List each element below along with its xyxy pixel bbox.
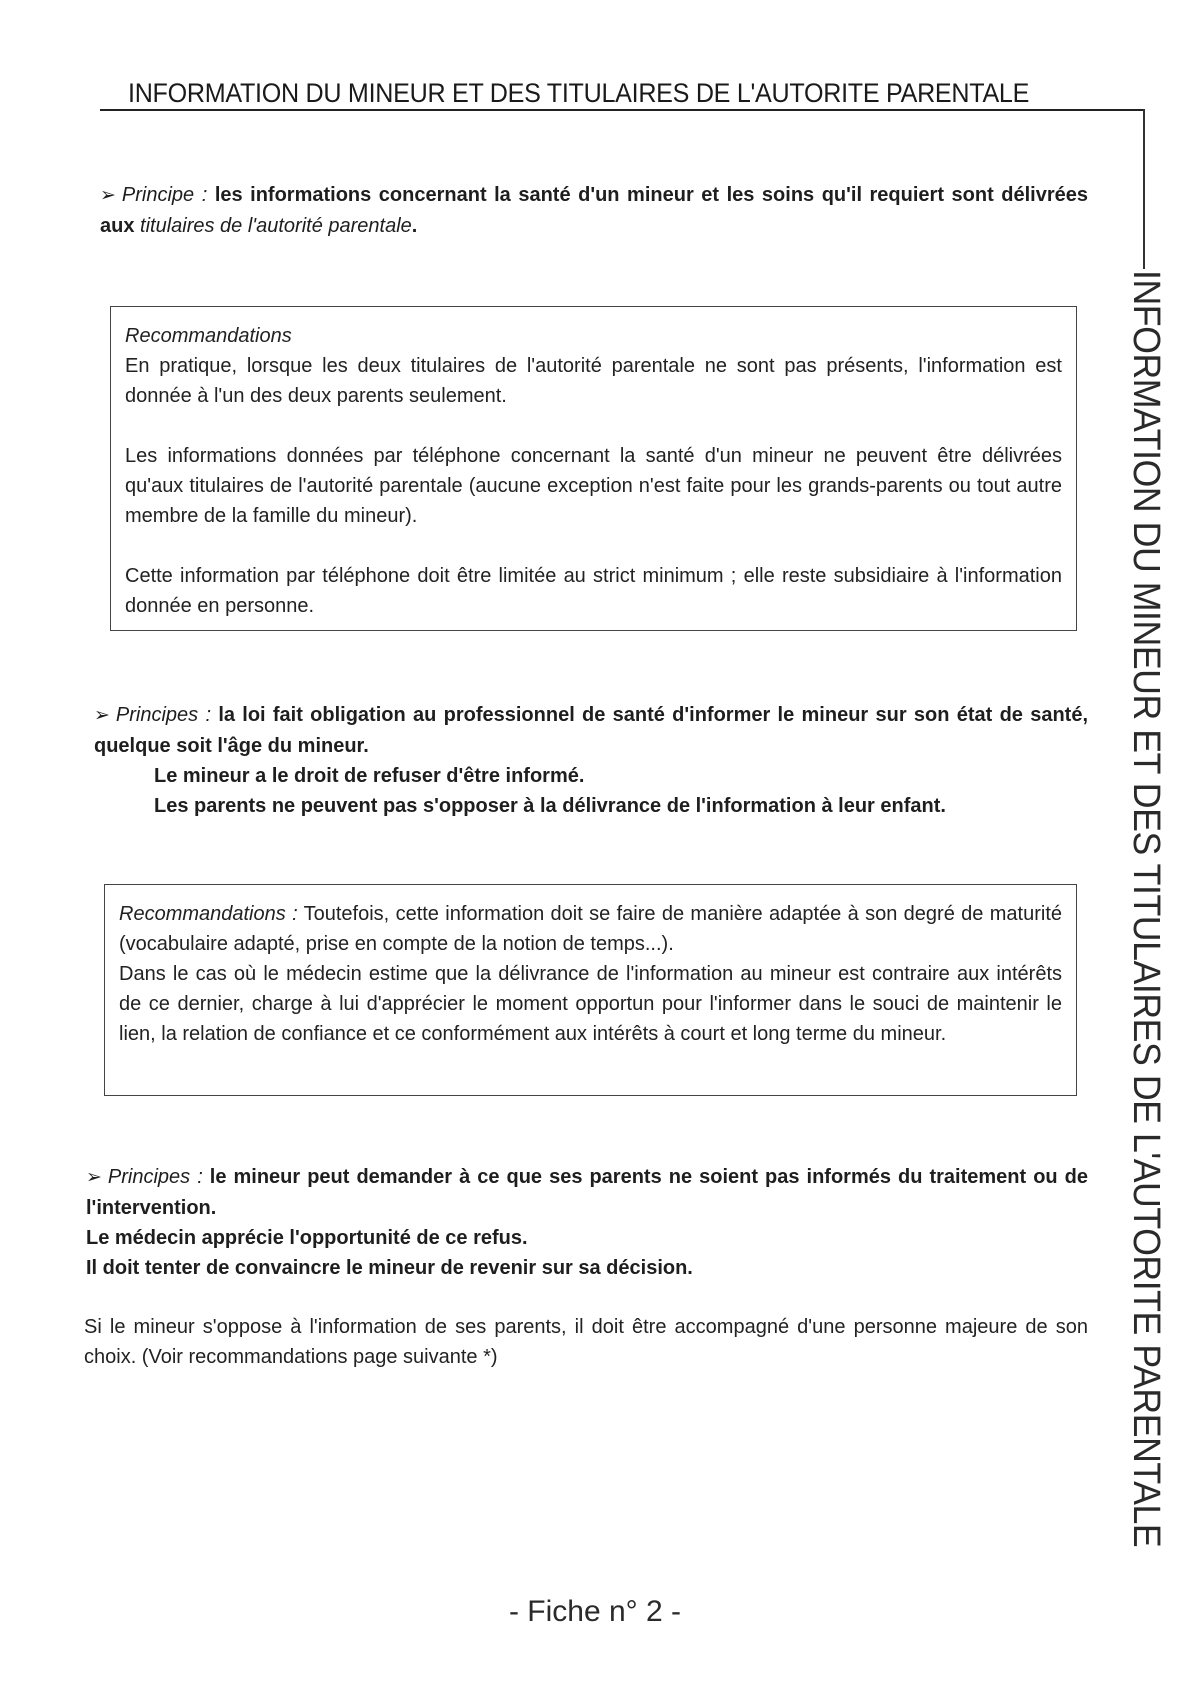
- principle-lead: Principes :: [115, 704, 212, 726]
- principle-line: Les parents ne peuvent pas s'opposer à la délivrance de l'information à leur enfant.: [154, 795, 946, 817]
- recommendation-heading: Recommandations :: [119, 903, 298, 925]
- page-footer: - Fiche n° 2 -: [508, 1595, 682, 1628]
- page-title: INFORMATION DU MINEUR ET DES TITULAIRES DE L'AUTORITE PARENTALE: [128, 78, 1030, 108]
- principle-line: Il doit tenter de convaincre le mineur de revenir sur sa décision.: [86, 1257, 693, 1279]
- principle-text: les informations concernant la santé d'un mineur et les soins qu'il requiert sont délivrées aux: [100, 184, 1089, 237]
- principle-lead: Principe :: [121, 184, 208, 206]
- side-banner: [1120, 270, 1172, 1548]
- recommendation-text: Toutefois, cette information doit se faire de manière adaptée à son degré de maturité (vocabulaire adapté, prise en compte de la notion de temps...).: [119, 903, 1062, 955]
- principle-text-end: .: [411, 215, 418, 237]
- principle-section-1: [100, 180, 1088, 241]
- recommendation-paragraph: Cette information par téléphone doit être limitée au strict minimum ; elle reste subsidiaire à l'information donnée en personne.: [125, 565, 1062, 617]
- title-rule-vertical: [1143, 109, 1145, 269]
- recommendation-box-1: [110, 306, 1077, 631]
- principle-emphasis: titulaires de l'autorité parentale: [140, 215, 412, 237]
- recommendation-box-2: [104, 884, 1077, 1096]
- principle-line: Le mineur a le droit de refuser d'être informé.: [154, 765, 585, 787]
- arrow-bullet-icon: ➢: [86, 1167, 102, 1188]
- principle-line: Le médecin apprécie l'opportunité de ce refus.: [86, 1227, 528, 1249]
- arrow-bullet-icon: ➢: [100, 185, 116, 206]
- principle-paragraph: [94, 700, 1088, 761]
- principle-section-3: [86, 1162, 1088, 1283]
- recommendation-paragraph: [119, 899, 1062, 959]
- note-paragraph: Si le mineur s'oppose à l'information de ses parents, il doit être accompagné d'une personne majeure de son choix. (Voir recommandations page suivante *): [84, 1316, 1088, 1368]
- principle-text: le mineur peut demander à ce que ses parents ne soient pas informés du traitement ou de l'intervention.: [86, 1166, 1088, 1219]
- recommendation-paragraph: En pratique, lorsque les deux titulaires de l'autorité parentale ne sont pas présents, l'information est donnée à l'un des deux parents seulement.: [125, 355, 1062, 407]
- side-banner-text: INFORMATION DU MINEUR ET DES TITULAIRES DE L'AUTORITE PARENTALE: [1125, 270, 1167, 1548]
- recommendation-paragraph: Dans le cas où le médecin estime que la délivrance de l'information au mineur est contraire aux intérêts de ce dernier, charge à lui d'apprécier le moment opportun pour l'informer dans le souci de maintenir le lien, la relation de confiance et ce conformément aux intérêts à court et long terme du mineur.: [119, 963, 1062, 1045]
- recommendation-paragraph: Les informations données par téléphone concernant la santé d'un mineur ne peuvent être délivrées qu'aux titulaires de l'autorité parentale (aucune exception n'est faite pour les grands-parents ou tout autre membre de la famille du mineur).: [125, 445, 1062, 527]
- principle-text: la loi fait obligation au professionnel de santé d'informer le mineur sur son état de santé, quelque soit l'âge du mineur.: [94, 704, 1089, 757]
- arrow-bullet-icon: ➢: [94, 705, 110, 726]
- recommendation-heading: Recommandations: [125, 325, 292, 347]
- title-underline: [100, 109, 1145, 111]
- principle-paragraph: [86, 1162, 1088, 1223]
- principle-lead: Principes :: [107, 1166, 203, 1188]
- principle-section-2: [94, 700, 1088, 821]
